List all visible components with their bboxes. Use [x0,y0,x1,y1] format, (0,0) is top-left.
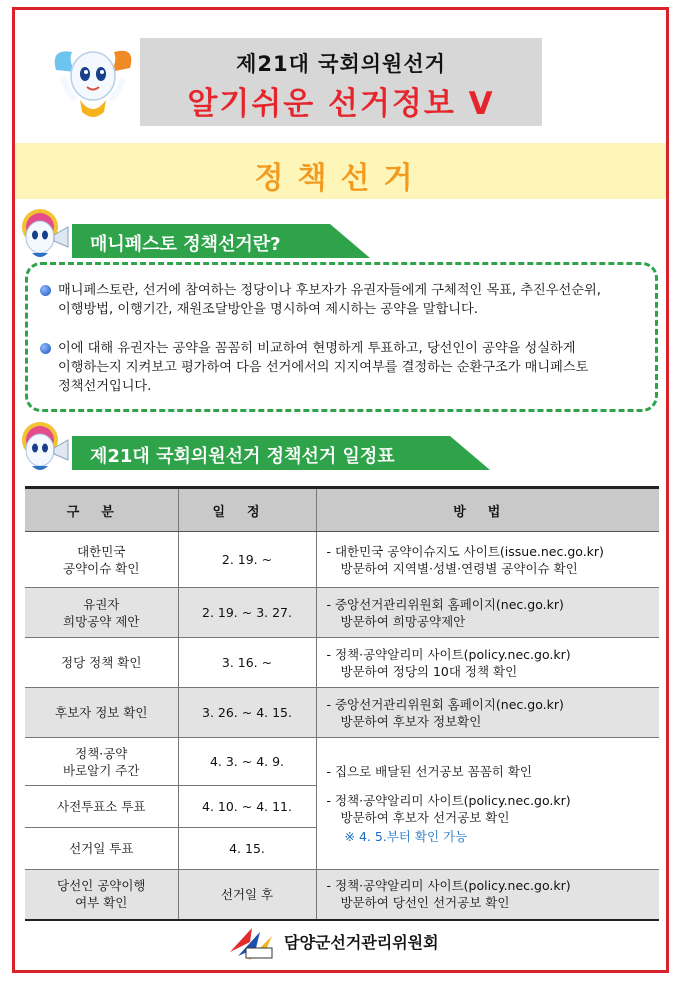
category-cell: 후보자 정보 확인 [25,688,178,738]
section-manifesto-header [72,224,372,258]
header-title: 알기쉬운 선거정보 Ⅴ [187,86,495,122]
table-row [25,738,659,786]
merged-method-cell: - 집으로 배달된 선거공보 꼼꼼히 확인 - 정책·공약알리미 사이트(policy.nec.go.kr) 방문하여 후보자 선거공보 확인 ※ 4. 5.부터 확인 가능 [316,738,659,870]
category-cell: 유권자 희망공약 제안 [25,588,178,638]
category-cell: 정책·공약 바로알기 주간 [25,738,178,786]
column-header: 일정 [178,488,316,532]
category-cell: 선거일 투표 [25,828,178,870]
section-manifesto-title: 매니페스토 정책선거란? [90,234,281,255]
footer-organization: 담양군선거관리위원회 [284,933,439,952]
category-cell: 당선인 공약이행 여부 확인 [25,870,178,920]
date-cell: 4. 10. ~ 4. 11. [178,786,316,828]
date-cell: 선거일 후 [178,870,316,920]
mascot-icon [50,40,136,122]
header-subtitle: 제21대 국회의원선거 [236,52,446,76]
banner [15,143,666,199]
date-cell: 3. 26. ~ 4. 15. [178,688,316,738]
section-schedule-header [72,436,492,470]
election-commission-logo-icon [228,922,278,962]
bullet-icon [40,343,51,354]
date-cell: 2. 19. ~ 3. 27. [178,588,316,638]
column-header: 방법 [316,488,659,532]
table-header-row [25,488,659,532]
category-cell: 정당 정책 확인 [25,638,178,688]
category-cell: 대한민국 공약이슈 확인 [25,532,178,588]
date-cell: 3. 16. ~ [178,638,316,688]
method-cell: - 중앙선거관리위원회 홈페이지(nec.go.kr) 방문하여 희망공약제안 [316,588,659,638]
date-cell: 4. 15. [178,828,316,870]
schedule-table [25,486,659,921]
definition-paragraph-2: 이에 대해 유권자는 공약을 꼼꼼히 비교하여 현명하게 투표하고, 당선인이 공약을 성실하게 이행하는지 지켜보고 평가하여 다음 선거에서의 지지여부를 결정하는 순환구조가 매니페스토 정책선거입니다. [40,339,645,396]
banner-title: 정책선거 [254,161,427,196]
mascot-small-icon [18,420,70,476]
table-row [25,688,659,738]
manifesto-definition-box [25,262,658,412]
bullet-icon [40,285,51,296]
table-row [25,588,659,638]
section-schedule-title: 제21대 국회의원선거 정책선거 일정표 [90,446,395,467]
availability-note: ※ 4. 5.부터 확인 가능 [344,828,468,844]
method-cell: - 정책·공약알리미 사이트(policy.nec.go.kr) 방문하여 당선인 선거공보 확인 [316,870,659,920]
mascot-small-icon [18,207,70,263]
category-cell: 사전투표소 투표 [25,786,178,828]
method-cell: - 중앙선거관리위원회 홈페이지(nec.go.kr) 방문하여 후보자 정보확인 [316,688,659,738]
definition-paragraph-1: 매니페스토란, 선거에 참여하는 정당이나 후보자가 유권자들에게 구체적인 목표, 추진우선순위, 이행방법, 이행기간, 재원조달방안을 명시하여 제시하는 공약을 말합니다. [40,281,645,319]
table-row [25,870,659,920]
method-cell: - 정책·공약알리미 사이트(policy.nec.go.kr) 방문하여 정당의 10대 정책 확인 [316,638,659,688]
method-cell: - 대한민국 공약이슈지도 사이트(issue.nec.go.kr) 방문하여 지역별·성별·연령별 공약이슈 확인 [316,532,659,588]
table-row [25,638,659,688]
date-cell: 4. 3. ~ 4. 9. [178,738,316,786]
column-header: 구분 [25,488,178,532]
header-title-box [140,38,542,126]
date-cell: 2. 19. ~ [178,532,316,588]
table-row [25,532,659,588]
